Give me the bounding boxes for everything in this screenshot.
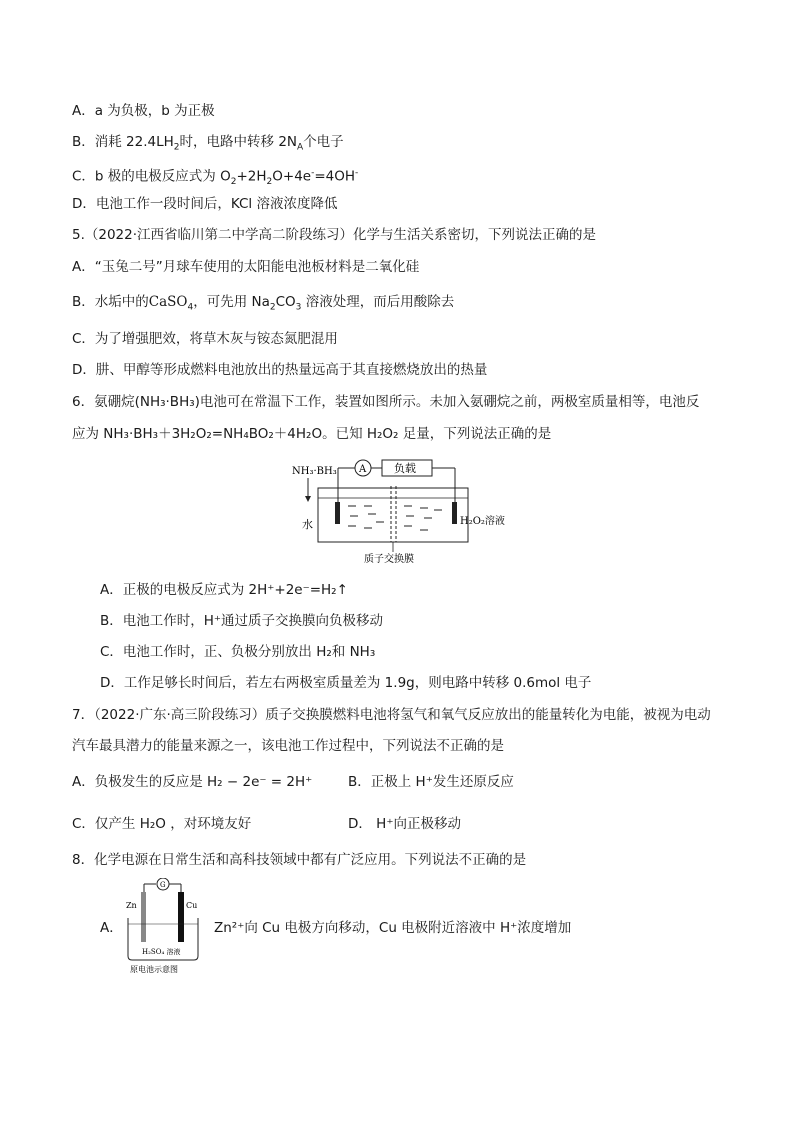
q6-stem-1: 6．氨硼烷(NH₃·BH₃)电池可在常温下工作，装置如图所示。未加入氨硼烷之前，两极室质量相等，电池反: [72, 394, 700, 410]
q7-stem-1: 7．（2022·广东·高三阶段练习）质子交换膜燃料电池将氢气和氧气反应放出的能量转化为电能，被视为电动: [72, 707, 711, 723]
q4-option-d: D．电池工作一段时间后，KCl 溶液浓度降低: [72, 196, 338, 212]
fig-load-label: 负载: [394, 462, 416, 475]
galvanic-cell-diagram: [118, 878, 206, 976]
q5-option-b: B．水垢中的CaSO$_4$，可先用 $Na_2CO_3$ 溶液处理，而后用酸除去: [72, 294, 455, 313]
fig-membrane-label: 质子交换膜: [364, 554, 414, 565]
q4-option-a: A．a 为负极，b 为正极: [72, 103, 215, 119]
q7-option-b: B．正极上 H⁺发生还原反应: [348, 774, 514, 790]
fig-water-label: 水: [302, 518, 313, 531]
fig-g-label: G: [160, 881, 166, 889]
q6-option-c: C．电池工作时，正、负极分别放出 H₂和 NH₃: [100, 644, 376, 660]
q6-option-b: B．电池工作时，H⁺通过质子交换膜向负极移动: [100, 613, 384, 629]
cell-container: [318, 488, 468, 542]
ammonia-borane-cell-diagram: [290, 458, 530, 568]
q6-stem-2: 应为 NH₃·BH₃＋3H₂O₂=NH₄BO₂＋4H₂O。已知 H₂O₂ 足量，下列说法正确的是: [72, 426, 552, 442]
q4-option-b: B．消耗 $22.4LH_2$时，电路中转移 $2N_A$个电子: [72, 134, 344, 153]
q7-option-a: A．负极发生的反应是 H₂ − 2e⁻ = 2H⁺: [72, 774, 313, 790]
q8-stem: 8．化学电源在日常生活和高科技领域中都有广泛应用。下列说法不正确的是: [72, 852, 527, 868]
q7-stem-2: 汽车最具潜力的能量来源之一，该电池工作过程中，下列说法不正确的是: [72, 738, 504, 754]
q5-option-d: D．肼、甲醇等形成燃料电池放出的热量远高于其直接燃烧放出的热量: [72, 362, 488, 378]
right-electrode: [452, 502, 457, 524]
zn-electrode: [141, 892, 146, 942]
cu-electrode: [178, 892, 184, 942]
q7-option-d: D． H⁺向正极移动: [348, 816, 461, 832]
fig-cu-label: Cu: [186, 901, 198, 910]
q5-option-a: A．“玉兔二号”月球车使用的太阳能电池板材料是二氧化硅: [72, 259, 420, 275]
q8-option-a-label: A．: [100, 920, 123, 936]
q8-option-a-text: Zn²⁺向 Cu 电极方向移动，Cu 电极附近溶液中 H⁺浓度增加: [214, 920, 572, 936]
q7-option-c: C．仅产生 H₂O ，对环境友好: [72, 816, 252, 832]
fig-solution-label: H₂SO₄ 溶液: [142, 948, 181, 956]
fig-h2o2-label: H₂O₂溶液: [460, 516, 505, 527]
q6-option-a: A．正极的电极反应式为 2H⁺+2e⁻=H₂↑: [100, 582, 348, 598]
q4-option-c: C．b 极的电极反应式为 $O_2+2H_2O+4e^-=4OH^-$: [72, 168, 359, 188]
q5-option-c: C．为了增强肥效，将草木灰与铵态氮肥混用: [72, 331, 338, 347]
q5-stem: 5.（2022·江西省临川第二中学高二阶段练习）化学与生活关系密切，下列说法正确的是: [72, 227, 597, 243]
fig-nh3bh3-label: NH₃·BH₃: [292, 466, 337, 477]
fig-zn-label: Zn: [126, 901, 137, 910]
left-electrode: [335, 502, 340, 524]
fig-ammeter-label: A: [359, 464, 367, 475]
fig-caption: 原电池示意图: [130, 965, 178, 974]
q6-option-d: D．工作足够长时间后，若左右两极室质量差为 1.9g，则电路中转移 0.6mol 电子: [100, 675, 592, 691]
